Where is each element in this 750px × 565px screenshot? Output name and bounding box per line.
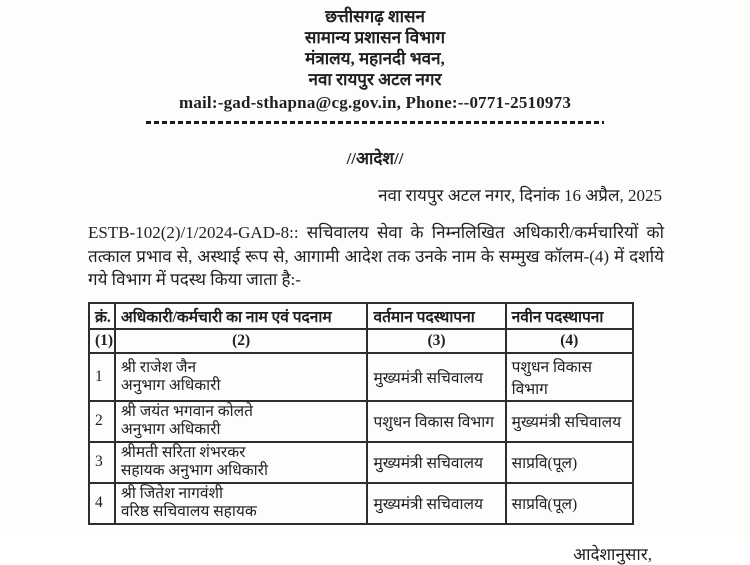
posting-table bbox=[88, 302, 634, 525]
column-number-4: (4) bbox=[506, 329, 633, 353]
column-header-new-posting: नवीन पदस्थापना bbox=[506, 303, 633, 329]
cell-name-designation bbox=[115, 483, 368, 524]
officer-designation: अनुभाग अधिकारी bbox=[120, 376, 221, 394]
letterhead-line-city: नवा रायपुर अटल नगर bbox=[308, 70, 442, 89]
cell-name-designation bbox=[115, 442, 368, 483]
officer-name: श्री राजेश जैन bbox=[120, 358, 197, 376]
officer-name: श्री जयंत भगवान कोलते bbox=[120, 403, 253, 420]
date-line: नवा रायपुर अटल नगर, दिनांक 16 अप्रैल, 2025 bbox=[378, 186, 662, 205]
cell-current-posting: मुख्यमंत्री सचिवालय bbox=[367, 353, 505, 401]
cell-current-posting: मुख्यमंत्री सचिवालय bbox=[367, 442, 505, 483]
table-row bbox=[89, 353, 633, 401]
cell-new-posting: पशुधन विकास विभाग bbox=[506, 353, 633, 401]
letterhead-line-government: छत्तीसगढ़ शासन bbox=[325, 7, 425, 26]
cell-sno: 1 bbox=[89, 353, 115, 401]
column-number-row bbox=[89, 329, 633, 353]
cell-current-posting: मुख्यमंत्री सचिवालय bbox=[367, 483, 505, 524]
cell-new-posting: मुख्यमंत्री सचिवालय bbox=[506, 401, 633, 442]
column-header-current-posting: वर्तमान पदस्थापना bbox=[367, 303, 505, 329]
table-row bbox=[89, 483, 633, 524]
letterhead-line-department: सामान्य प्रशासन विभाग bbox=[304, 28, 446, 47]
cell-new-posting: साप्रवि(पूल) bbox=[506, 483, 633, 524]
column-number-1: (1) bbox=[89, 329, 115, 353]
table-row bbox=[89, 401, 633, 442]
contact-line: mail:-gad-sthapna@cg.gov.in, Phone:--0771-2510973 bbox=[178, 93, 572, 112]
order-signature-line: आदेशानुसार, bbox=[573, 544, 652, 564]
order-title: //आदेश// bbox=[346, 149, 404, 168]
table-row bbox=[89, 442, 633, 483]
order-body bbox=[0, 221, 750, 525]
letterhead bbox=[0, 6, 750, 90]
column-number-3: (3) bbox=[367, 329, 505, 353]
officer-name: श्रीमती सरिता शंभरकर bbox=[120, 444, 246, 461]
column-header-name-designation: अधिकारी/कर्मचारी का नाम एवं पदनाम bbox=[115, 303, 368, 329]
officer-designation: अनुभाग अधिकारी bbox=[120, 421, 221, 438]
officer-designation: वरिष्ठ सचिवालय सहायक bbox=[120, 503, 257, 520]
cell-name-designation bbox=[115, 401, 368, 442]
column-header-sno: क्रं. bbox=[89, 303, 115, 329]
cell-sno: 3 bbox=[89, 442, 115, 483]
officer-name: श्री जितेश नागवंशी bbox=[120, 485, 224, 502]
letterhead-line-building: मंत्रालय, महानदी भवन, bbox=[305, 49, 445, 68]
cell-new-posting: साप्रवि(पूल) bbox=[506, 442, 633, 483]
cell-sno: 4 bbox=[89, 483, 115, 524]
table-header-row bbox=[89, 303, 633, 329]
cell-name-designation bbox=[115, 353, 368, 401]
order-body-paragraph: ESTB-102(2)/1/2024-GAD-8:: सचिवालय सेवा के निम्नलिखित अधिकारी/कर्मचारियों को तत्काल प्रभाव से, अस्थाई रूप से, आगामी आदेश तक उनके नाम के सम्मुख कॉलम-(4) में दर्शाये गये विभाग में पदस्थ किया जाता है:- bbox=[88, 223, 664, 289]
officer-designation: सहायक अनुभाग अधिकारी bbox=[120, 462, 269, 479]
dashed-separator bbox=[146, 121, 604, 124]
column-number-2: (2) bbox=[115, 329, 368, 353]
cell-current-posting: पशुधन विकास विभाग bbox=[367, 401, 505, 442]
cell-sno: 2 bbox=[89, 401, 115, 442]
